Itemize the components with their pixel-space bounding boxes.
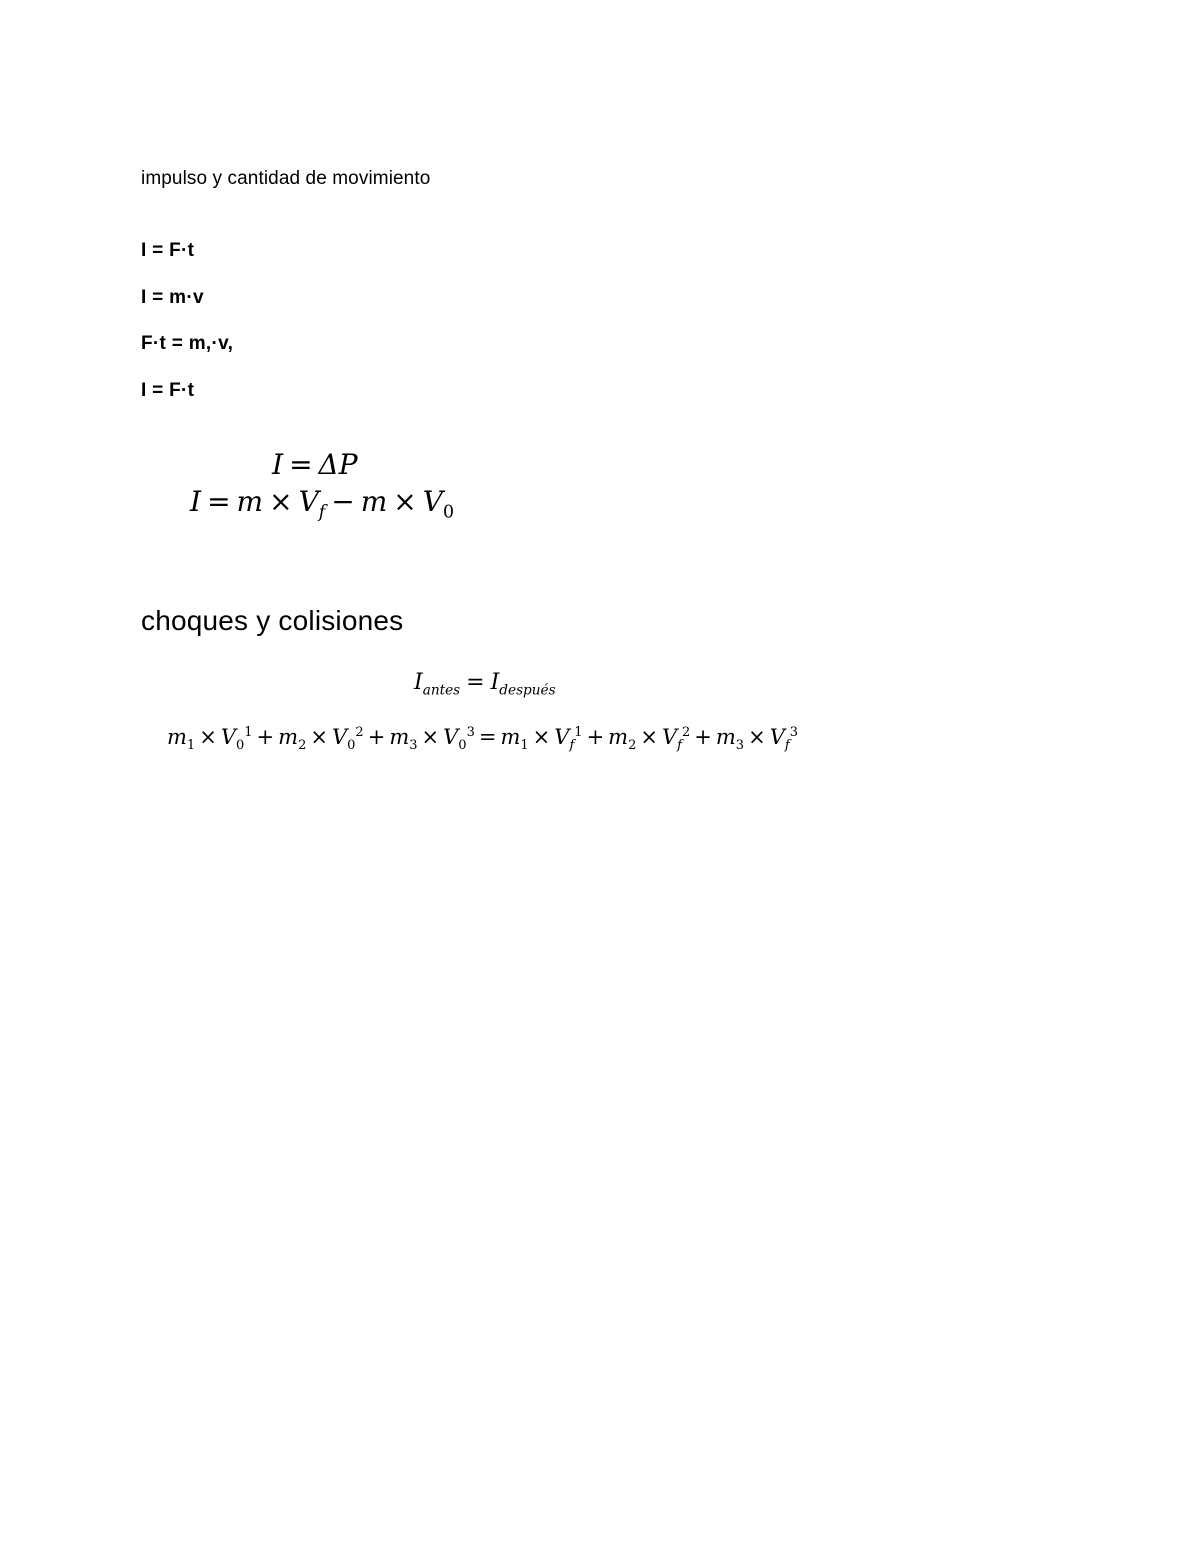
eq-operator: = — [478, 725, 497, 749]
eq-operator: × — [640, 725, 658, 749]
equation-impulse-delta-p — [272, 448, 358, 481]
eq-operator: × — [532, 725, 551, 749]
eq-superscript: 2 — [681, 725, 691, 740]
eq-operator: × — [748, 725, 766, 749]
eq-subscript: f — [569, 738, 575, 754]
eq-operator: + — [256, 725, 275, 749]
eq-subscript: 1 — [520, 738, 529, 754]
eq-operator: + — [694, 725, 712, 749]
eq-symbol: I — [490, 670, 500, 695]
eq-superscript: 3 — [466, 725, 475, 740]
eq-superscript: 2 — [355, 725, 364, 740]
equation-three-body-collision — [167, 725, 798, 753]
eq-symbol: V — [331, 725, 348, 749]
eq-symbol: I — [414, 670, 423, 695]
eq-superscript: 1 — [574, 725, 583, 740]
eq-subscript: 3 — [735, 738, 745, 754]
eq-superscript: 3 — [789, 725, 798, 740]
document-title: impulso y cantidad de movimiento — [141, 168, 431, 189]
eq-subscript: 1 — [186, 738, 196, 754]
equation-impulse-velocity-change — [190, 485, 454, 523]
eq-operator: × — [421, 725, 440, 749]
eq-symbol: V — [220, 725, 236, 749]
eq-symbol: m — [608, 725, 629, 749]
eq-symbol: m — [167, 725, 187, 749]
eq-subscript: 0 — [442, 502, 455, 523]
eq-subscript: f — [318, 502, 326, 523]
eq-symbol: m — [500, 725, 521, 749]
eq-symbol: V — [554, 725, 570, 749]
eq-operator: × — [393, 485, 417, 518]
eq-symbol: V — [661, 725, 678, 749]
eq-symbol: m — [360, 485, 388, 518]
formula-force-time-equals-momentum: F·t = m,·v, — [141, 333, 234, 354]
eq-subscript: 2 — [298, 738, 307, 754]
eq-operator: × — [199, 725, 217, 749]
formula-impulse-force-time: I = F·t — [141, 240, 195, 261]
eq-operator: = — [289, 448, 313, 481]
eq-operator: = — [466, 670, 485, 695]
eq-subscript: 3 — [409, 738, 418, 754]
eq-operator: × — [310, 725, 328, 749]
eq-subscript: f — [784, 738, 790, 754]
eq-symbol: V — [769, 725, 785, 749]
eq-symbol: m — [715, 725, 736, 749]
eq-subscript: después — [499, 682, 556, 699]
eq-symbol: I — [190, 485, 202, 518]
formula-impulse-force-time-repeat: I = F·t — [141, 380, 195, 401]
eq-subscript: 2 — [628, 738, 637, 754]
eq-symbol: m — [236, 485, 264, 518]
eq-symbol: ΔP — [318, 448, 358, 481]
eq-operator: = — [207, 485, 231, 518]
eq-symbol: V — [298, 485, 319, 518]
eq-symbol: m — [278, 725, 299, 749]
eq-operator: + — [367, 725, 386, 749]
eq-subscript: f — [677, 738, 682, 754]
eq-superscript: 1 — [244, 725, 253, 740]
eq-operator: − — [331, 485, 355, 518]
eq-symbol: V — [422, 485, 443, 518]
formula-impulse-mass-velocity: I = m·v — [141, 287, 204, 308]
eq-operator: + — [586, 725, 605, 749]
equation-momentum-conservation — [414, 670, 556, 698]
eq-symbol: I — [272, 448, 284, 481]
eq-subscript: antes — [422, 682, 461, 699]
eq-operator: × — [269, 485, 293, 518]
eq-subscript: 0 — [347, 738, 356, 754]
section-heading-collisions: choques y colisiones — [141, 605, 404, 636]
eq-subscript: 0 — [235, 738, 245, 754]
eq-subscript: 0 — [458, 738, 467, 754]
eq-symbol: V — [443, 725, 459, 749]
eq-symbol: m — [389, 725, 410, 749]
